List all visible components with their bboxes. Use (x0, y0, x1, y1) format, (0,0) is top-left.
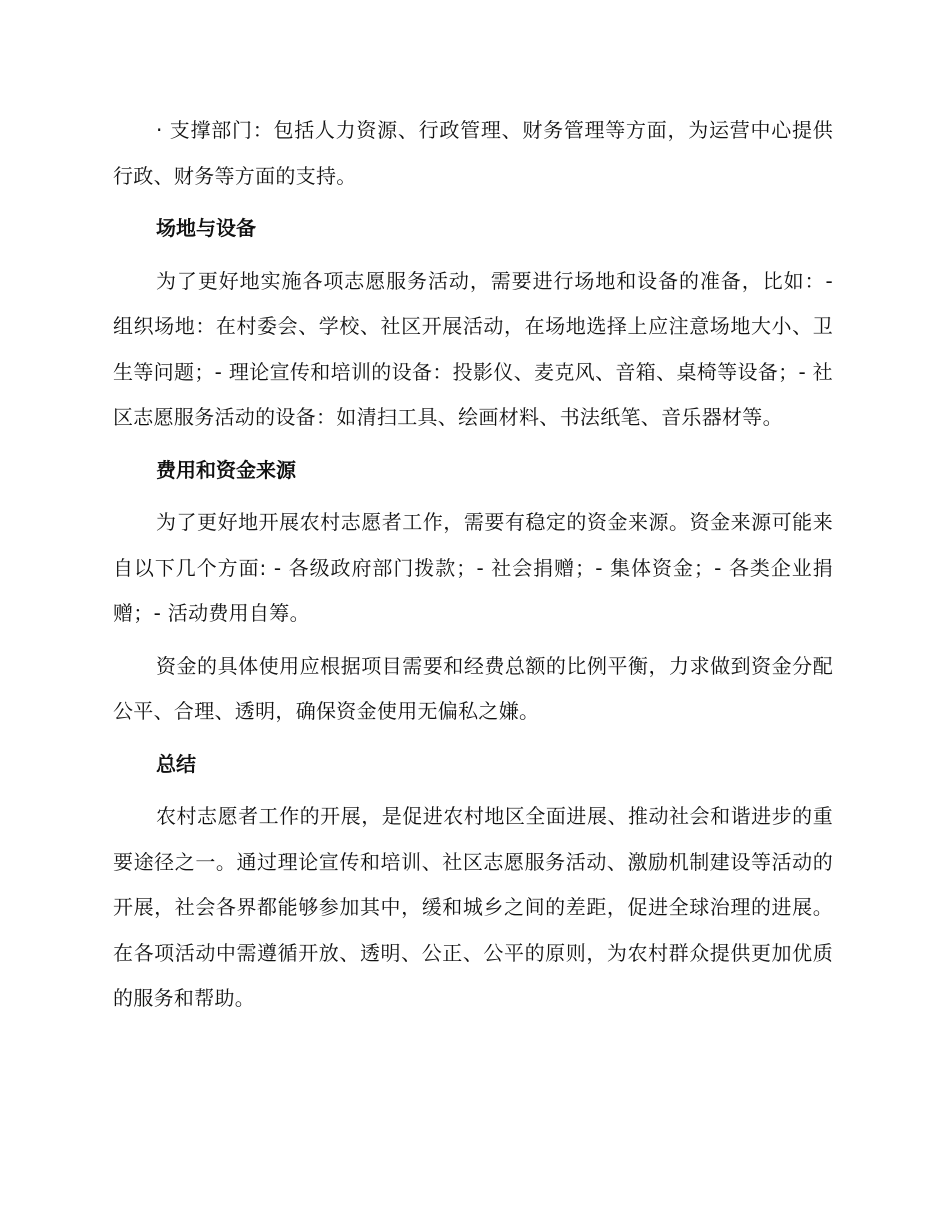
heading-summary: 总结 (156, 751, 196, 776)
document-page (113, 108, 833, 1022)
paragraph-summary: 农村志愿者工作的开展，是促进农村地区全面进展、推动社会和谐进步的重要途径之一。通过理论宣传和培训、社区志愿服务活动、激励机制建设等活动的开展，社会各界都能够参加其中，缓和城乡之间的差距，促进全球治理的进展。在各项活动中需遵循开放、透明、公正、公平的原则，为农村群众提供更加优质的服务和帮助。 (113, 804, 833, 1010)
heading-funding-sources: 费用和资金来源 (156, 457, 296, 482)
heading-venue-equipment: 场地与设备 (156, 216, 256, 240)
paragraph-venue-equipment: 为了更好地实施各项志愿服务活动，需要进行场地和设备的准备，比如：- 组织场地：在村委会、学校、社区开展活动，在场地选择上应注意场地大小、卫生等问题；- 理论宣传和培训的设备：投影仪、麦克风、音箱、桌椅等设备；- 社区志愿服务活动的设备：如清扫工具、绘画材料、书法纸笔、音乐器材等。 (113, 268, 833, 429)
paragraph-support-department: · 支撑部门：包括人力资源、行政管理、财务管理等方面，为运营中心提供行政、财务等方面的支持。 (113, 118, 833, 188)
paragraph-funding-sources: 为了更好地开展农村志愿者工作，需要有稳定的资金来源。资金来源可能来自以下几个方面: - 各级政府部门拨款；- 社会捐赠；- 集体资金；- 各类企业捐赠；- 活动费用自筹。 (113, 510, 833, 625)
paragraph-funding-usage: 资金的具体使用应根据项目需要和经费总额的比例平衡，力求做到资金分配公平、合理、透明，确保资金使用无偏私之嫌。 (113, 653, 833, 723)
